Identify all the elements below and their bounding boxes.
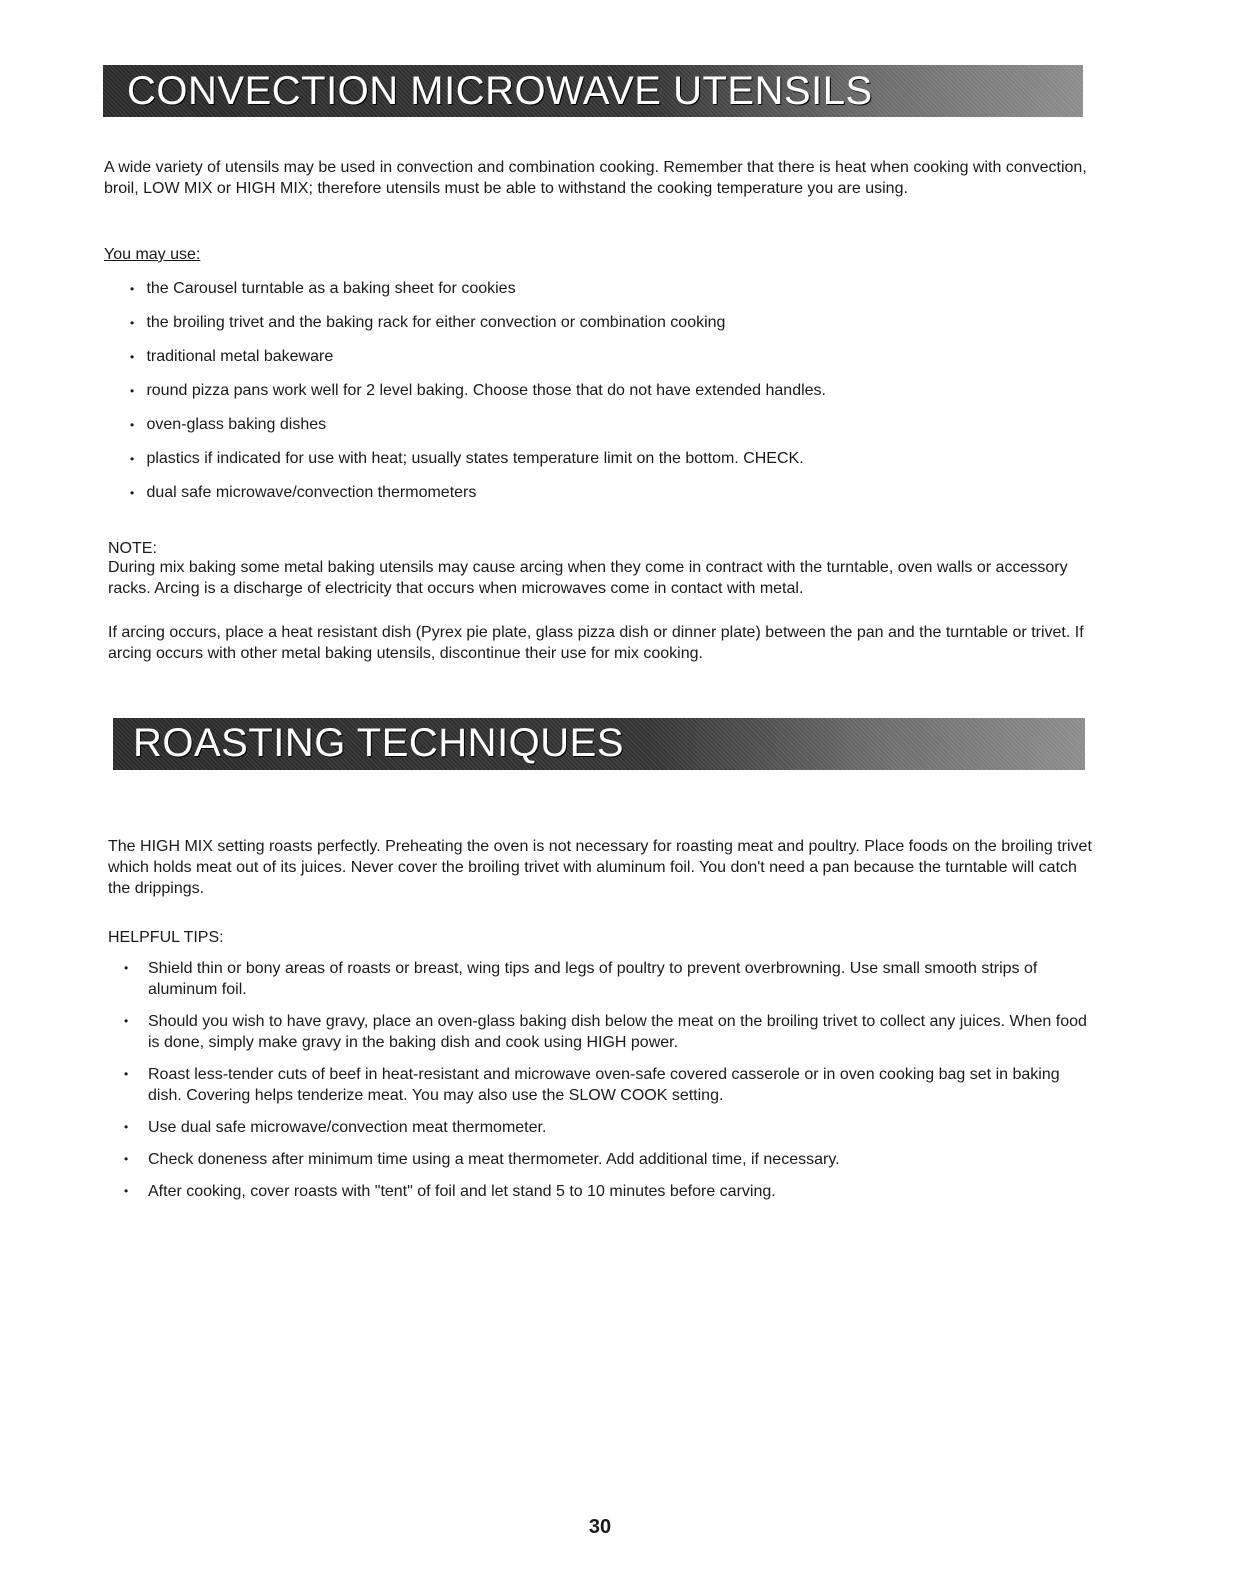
list-item-text: oven-glass baking dishes <box>146 416 327 433</box>
bullet-icon: • <box>130 418 135 432</box>
bullet-icon: • <box>130 350 135 364</box>
section-title-utensils: CONVECTION MICROWAVE UTENSILS <box>127 69 873 113</box>
note-label: NOTE: <box>108 540 157 557</box>
list-item-text: the broiling trivet and the baking rack for either convection or combination cooking <box>146 314 726 331</box>
list-item-text: round pizza pans work well for 2 level baking. Choose those that do not have extended handles. <box>146 382 826 399</box>
bullet-icon: • <box>124 1152 129 1166</box>
utensils-list <box>130 279 826 517</box>
utensils-intro-paragraph: A wide variety of utensils may be used in convection and combination cooking. Remember that there is heat when cooking with convection, broil, LOW MIX or HIGH MIX; therefore utensils must be able to withstand the cooking temperature you are using. <box>104 159 1087 197</box>
list-item-text: plastics if indicated for use with heat; usually states temperature limit on the bottom. CHECK. <box>146 450 804 467</box>
list-item-text: Use dual safe microwave/convection meat thermometer. <box>148 1119 547 1136</box>
bullet-icon: • <box>124 1067 129 1081</box>
list-item <box>130 449 826 483</box>
bullet-icon: • <box>130 486 135 500</box>
note-paragraph: During mix baking some metal baking utensils may cause arcing when they come in contract with the turntable, oven walls or accessory racks. Arcing is a discharge of electricity that occurs when microwaves come in contact with metal. <box>108 559 1068 597</box>
list-item-text: After cooking, cover roasts with "tent" of foil and let stand 5 to 10 minutes before carving. <box>148 1183 776 1200</box>
list-item-text: Should you wish to have gravy, place an oven-glass baking dish below the meat on the broiling trivet to collect any juices. When food is done, simply make gravy in the baking dish and cook using HIGH power. <box>148 1013 1087 1051</box>
bullet-icon: • <box>124 1014 129 1028</box>
you-may-use-heading: You may use: <box>104 246 201 263</box>
list-item <box>130 279 826 313</box>
list-item-text: traditional metal bakeware <box>146 348 334 365</box>
list-item-text: Check doneness after minimum time using a meat thermometer. Add additional time, if necessary. <box>148 1151 840 1168</box>
list-item <box>124 1064 1096 1106</box>
section-banner-utensils <box>103 65 1083 117</box>
bullet-icon: • <box>124 1184 129 1198</box>
page-number: 30 <box>588 1516 612 1538</box>
bullet-icon: • <box>124 1120 129 1134</box>
list-item <box>130 483 826 517</box>
list-item <box>124 1117 1096 1138</box>
bullet-icon: • <box>130 316 135 330</box>
list-item <box>130 313 826 347</box>
bullet-icon: • <box>130 452 135 466</box>
bullet-icon: • <box>124 961 129 975</box>
list-item-text: the Carousel turntable as a baking sheet for cookies <box>146 280 516 297</box>
section-title-roasting: ROASTING TECHNIQUES <box>133 721 625 765</box>
list-item <box>124 1181 1096 1202</box>
list-item <box>130 415 826 449</box>
list-item-text: Shield thin or bony areas of roasts or breast, wing tips and legs of poultry to prevent overbrowning. Use small smooth strips of aluminum foil. <box>148 960 1038 998</box>
list-item-text: dual safe microwave/convection thermometers <box>146 484 477 501</box>
list-item <box>130 381 826 415</box>
bullet-icon: • <box>130 384 135 398</box>
helpful-tips-list <box>124 958 1096 1213</box>
roasting-intro-paragraph: The HIGH MIX setting roasts perfectly. Preheating the oven is not necessary for roasting meat and poultry. Place foods on the broiling trivet which holds meat out of its juices. Never cover the broiling trivet with aluminum foil. You don't need a pan because the turntable will catch the drippings. <box>108 838 1092 897</box>
list-item <box>124 1011 1096 1053</box>
arcing-paragraph: If arcing occurs, place a heat resistant dish (Pyrex pie plate, glass pizza dish or dinner plate) between the pan and the turntable or trivet. If arcing occurs with other metal baking utensils, discontinue their use for mix cooking. <box>108 624 1084 662</box>
list-item <box>124 1149 1096 1170</box>
list-item-text: Roast less-tender cuts of beef in heat-resistant and microwave oven-safe covered casserole or in oven cooking bag set in baking dish. Covering helps tenderize meat. You may also use the SLOW COOK setting. <box>148 1066 1060 1104</box>
section-banner-roasting <box>113 718 1085 770</box>
list-item <box>124 958 1096 1000</box>
helpful-tips-label: HELPFUL TIPS: <box>108 929 224 946</box>
bullet-icon: • <box>130 282 135 296</box>
list-item <box>130 347 826 381</box>
